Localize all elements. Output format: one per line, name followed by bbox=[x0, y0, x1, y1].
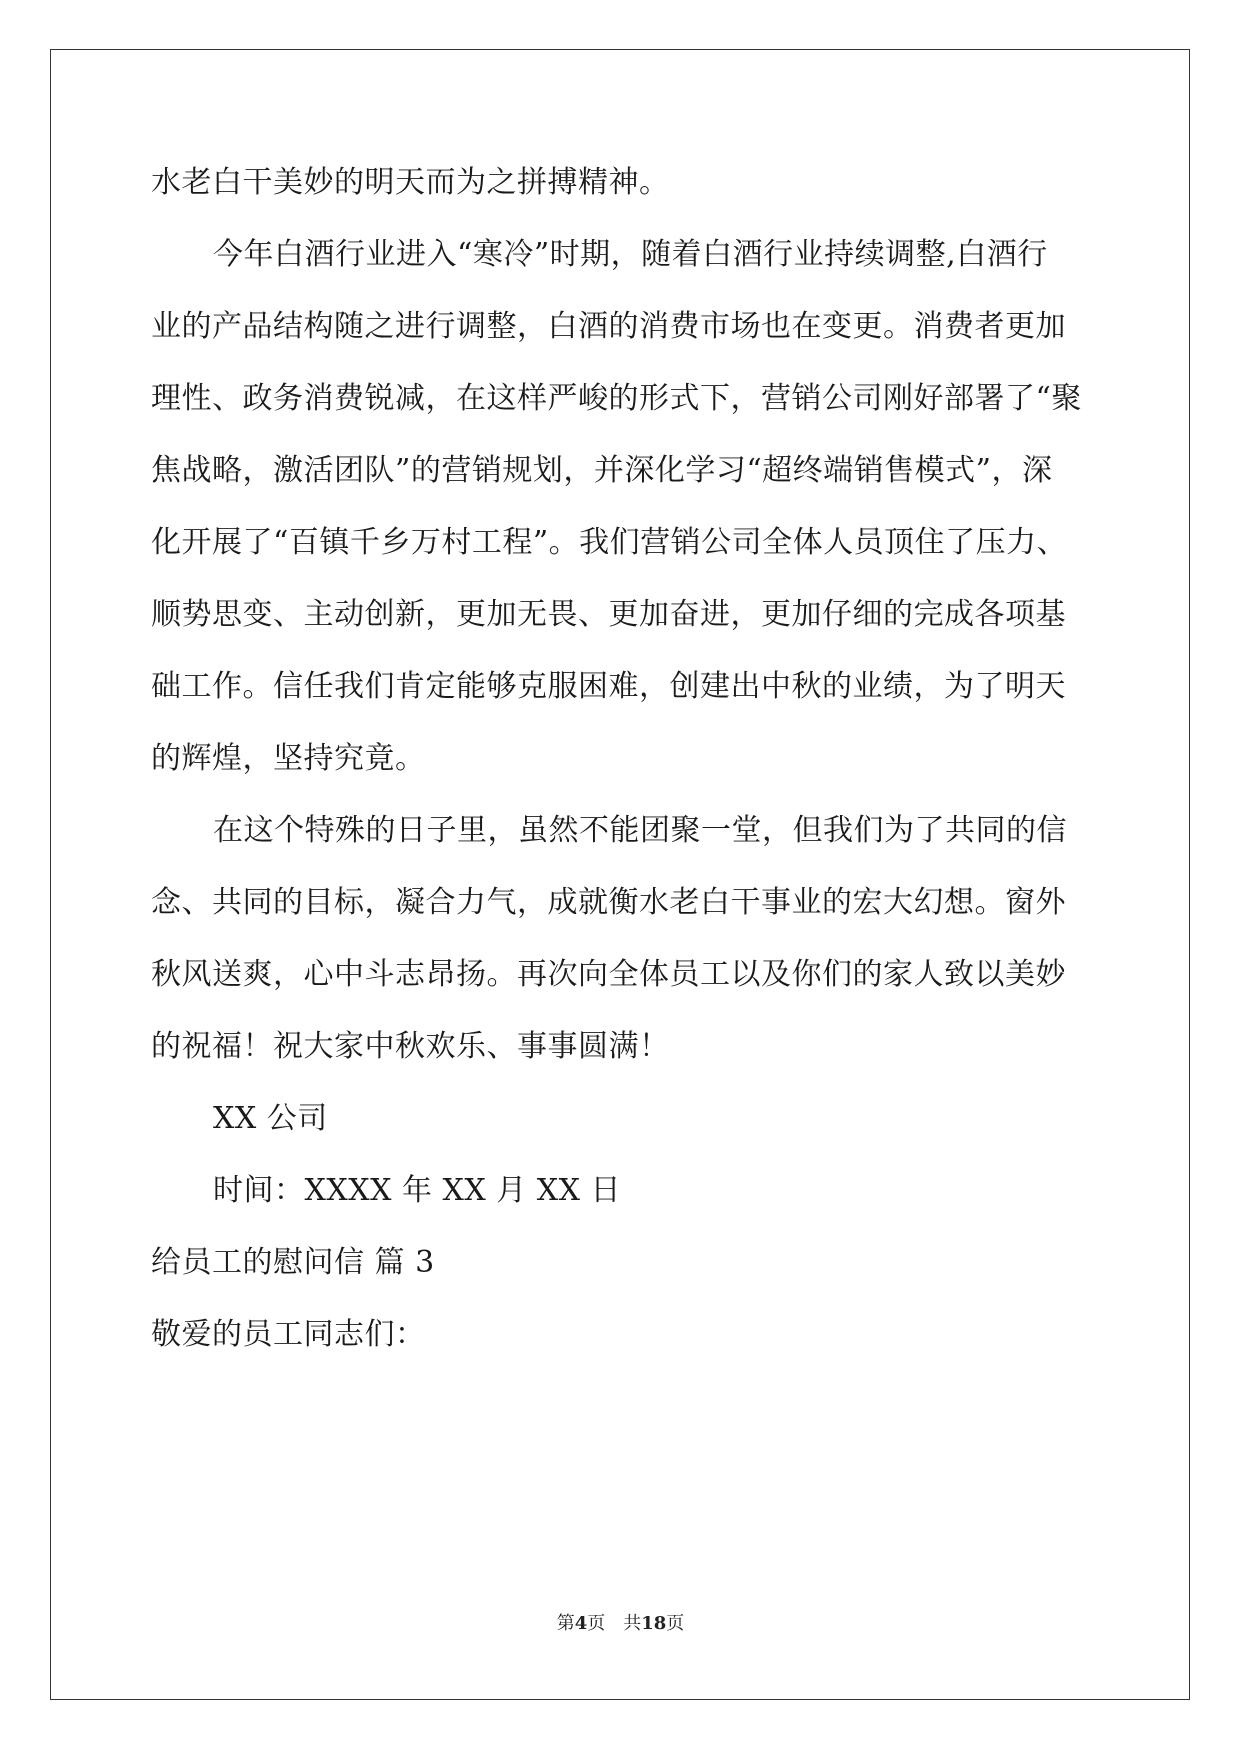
paragraph-line: 理性、政务消费锐减，在这样严峻的形式下，营销公司刚好部署了“聚 bbox=[151, 381, 1082, 416]
section-heading: 给员工的慰问信 篇 3 bbox=[151, 1245, 435, 1280]
paragraph-line: 业的产品结构随之进行调整，白酒的消费市场也在变更。消费者更加 bbox=[151, 309, 1066, 344]
paragraph-line: 焦战略，激活团队”的营销规划，并深化学习“超终端销售模式”，深 bbox=[151, 453, 1053, 488]
signature-company: XX 公司 bbox=[213, 1101, 328, 1136]
paragraph-line: 顺势思变、主动创新，更加无畏、更加奋进，更加仔细的完成各项基 bbox=[151, 597, 1066, 632]
salutation: 敬爱的员工同志们： bbox=[151, 1317, 426, 1352]
total-page-number: 18 bbox=[641, 1613, 667, 1634]
paragraph-line: 的祝福！祝大家中秋欢乐、事事圆满！ bbox=[151, 1029, 670, 1064]
current-page-number: 4 bbox=[574, 1613, 588, 1634]
footer-prefix: 第 bbox=[556, 1613, 575, 1634]
paragraph-line: 秋风送爽，心中斗志昂扬。再次向全体员工以及你们的家人致以美妙 bbox=[151, 957, 1066, 992]
paragraph-line: 在这个特殊的日子里，虽然不能团聚一堂，但我们为了共同的信 bbox=[213, 813, 1067, 848]
footer-mid: 页 共 bbox=[587, 1613, 642, 1634]
paragraph-line: 化开展了“百镇千乡万村工程”。我们营销公司全体人员顶住了压力、 bbox=[151, 525, 1068, 560]
paragraph-line: 念、共同的目标，凝合力气，成就衡水老白干事业的宏大幻想。窗外 bbox=[151, 885, 1066, 920]
paragraph-line: 础工作。信任我们肯定能够克服困难，创建出中秋的业绩，为了明天 bbox=[151, 669, 1066, 704]
page-footer bbox=[0, 1612, 1241, 1636]
signature-date: 时间：XXXX 年 XX 月 XX 日 bbox=[213, 1173, 622, 1208]
footer-suffix: 页 bbox=[666, 1613, 685, 1634]
paragraph-line: 今年白酒行业进入“寒冷”时期，随着白酒行业持续调整,白酒行 bbox=[213, 237, 1048, 272]
paragraph-line: 的辉煌，坚持究竟。 bbox=[151, 741, 426, 776]
page-border bbox=[50, 49, 1190, 1700]
paragraph-line: 水老白干美妙的明天而为之拼搏精神。 bbox=[151, 165, 670, 200]
